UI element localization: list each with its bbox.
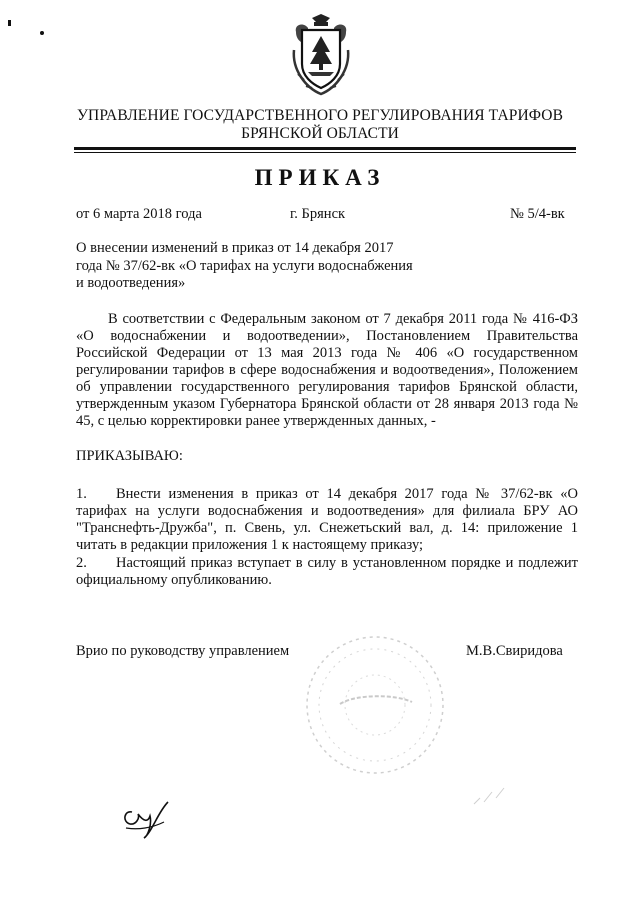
order-item <box>76 486 578 554</box>
document-title: ПРИКАЗ <box>254 165 386 190</box>
order-item <box>76 555 578 589</box>
subject-line: О внесении изменений в приказ от 14 декабря 2017 <box>76 240 394 256</box>
order-word: ПРИКАЗЫВАЮ: <box>76 448 183 464</box>
preamble-paragraph: В соответствии с Федеральным законом от 7 декабря 2011 года № 416-ФЗ «О водоснабжении и водоотведении», Постановлением Правительства Российской Федерации от 13 мая 2013 года № 406 «О государственном регулировании тарифов в сфере водоснабжения и водоотведения», Положением об управлении государственного регулирования тарифов Брянской области, утвержденным указом Губернатора Брянской области от 28 января 2013 года № 45, с целью корректировки ранее утвержденных данных, - <box>76 311 578 429</box>
scan-mark <box>40 31 44 35</box>
official-stamp-icon <box>300 630 450 780</box>
coat-of-arms-icon <box>290 14 352 96</box>
header-rule-thin <box>74 152 576 153</box>
scan-artifact <box>470 780 510 810</box>
scan-mark <box>8 20 11 26</box>
item-number: 2. <box>76 555 87 571</box>
header-rule <box>74 147 576 150</box>
handwritten-signature-icon <box>118 792 178 842</box>
organization-region: БРЯНСКОЙ ОБЛАСТИ <box>241 125 399 142</box>
subject-line: и водоотведения» <box>76 275 186 291</box>
subject-line: года № 37/62-вк «О тарифах на услуги водоснабжения <box>76 257 413 274</box>
document-subject <box>76 240 436 293</box>
signatory-role: Врио по руководству управлением <box>76 643 290 659</box>
signatory-name: М.В.Свиридова <box>466 643 563 659</box>
organization-name: УПРАВЛЕНИЕ ГОСУДАРСТВЕННОГО РЕГУЛИРОВАНИЯ ТАРИФОВ <box>76 107 564 124</box>
item-text: Внести изменения в приказ от 14 декабря 2017 года № 37/62-вк «О тарифах на услуги водоснабжения и водоотведения» для филиала БРУ АО "Транснефть-Дружба", п. Свень, ул. Снежетьский вал, д. 14: приложение 1 читать в редакции приложения 1 к настоящему приказу; <box>76 486 578 553</box>
item-number: 1. <box>76 486 87 502</box>
item-text: Настоящий приказ вступает в силу в установленном порядке и подлежит официальному опубликованию. <box>76 555 578 588</box>
document-date: от 6 марта 2018 года <box>76 206 202 222</box>
document-city: г. Брянск <box>290 206 346 222</box>
document-number: № 5/4-вк <box>510 206 565 222</box>
